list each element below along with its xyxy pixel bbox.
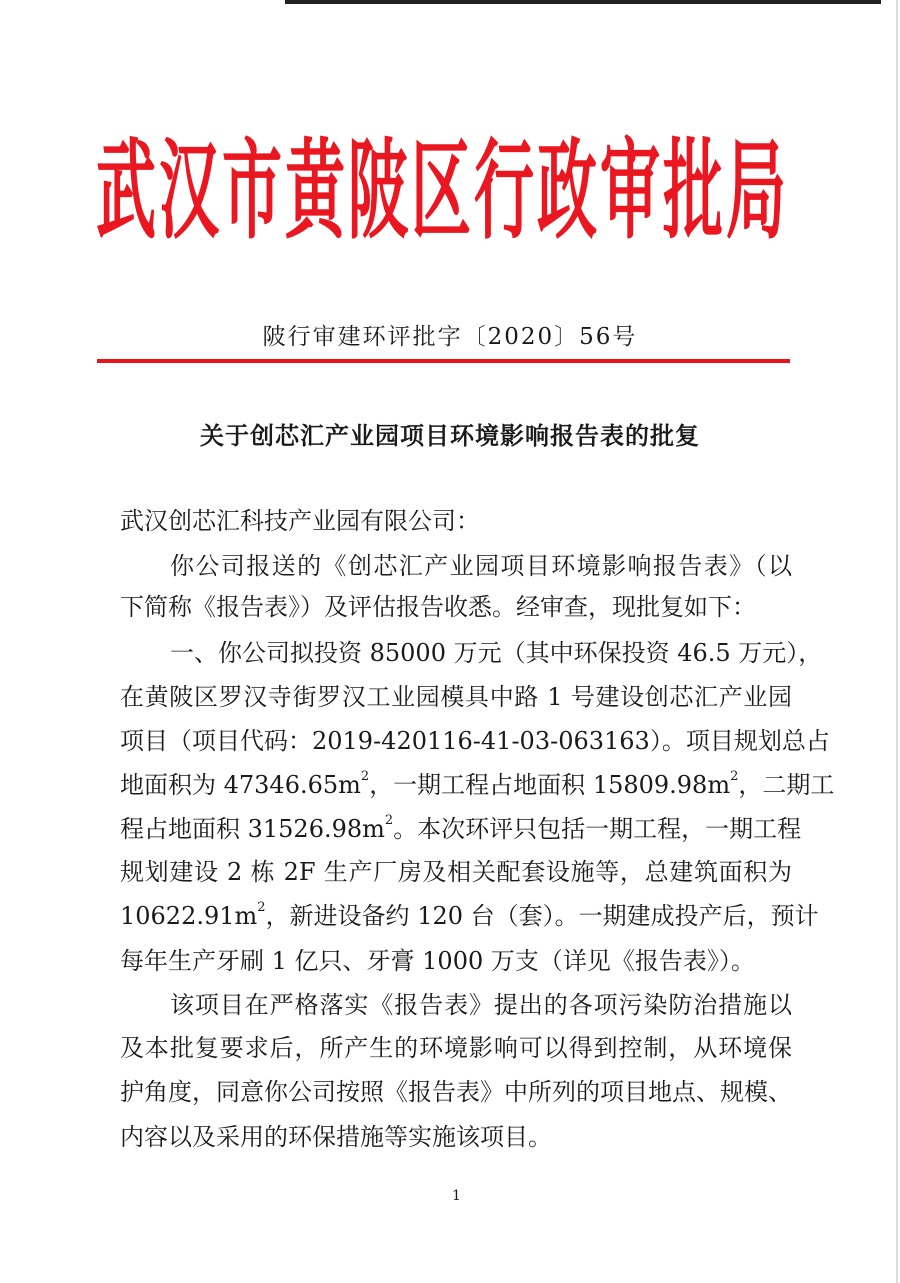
text-segment: 护角度，同意你公司按照《报告表》中所列的项目地点、规模、: [120, 1078, 792, 1106]
letterhead-glyph: 局: [726, 128, 786, 255]
body-line: [120, 506, 792, 536]
text-segment: 及本批复要求后，所产生的环境影响可以得到控制，从环境保: [120, 1034, 792, 1062]
red-divider: [97, 359, 790, 363]
superscript: 2: [384, 813, 394, 828]
text-segment: 下简称《报告表》）及评估报告收悉。经审查，现批复如下：: [120, 593, 756, 621]
document-number: 陂行审建环评批字〔2020〕56号: [262, 324, 638, 350]
superscript: 2: [730, 769, 739, 784]
text-segment: ，一期工程占地面积 15809.98m: [369, 771, 731, 799]
letterhead-glyph: 市: [222, 128, 282, 255]
body-line: [120, 857, 792, 887]
text-segment: 你公司报送的《创芯汇产业园项目环境影响报告表》（以: [170, 552, 792, 580]
text-segment: 。本次环评只包括一期工程，一期工程: [393, 815, 802, 843]
text-segment: 该项目在严格落实《报告表》提出的各项污染防治措施以: [170, 991, 792, 1019]
text-segment: 规划建设 2 栋 2F 生产厂房及相关配套设施等，总建筑面积为: [120, 858, 792, 886]
document-title: 关于创芯汇产业园项目环境影响报告表的批复: [200, 422, 700, 450]
superscript: 2: [257, 900, 266, 915]
body-line: [120, 726, 830, 756]
body-line: [170, 551, 792, 581]
letterhead-glyph: 武: [96, 128, 156, 255]
body-line: [120, 1033, 792, 1063]
body-line: [120, 1122, 792, 1152]
text-segment: 程占地面积 31526.98m: [120, 815, 385, 843]
letterhead-glyph: 批: [663, 128, 723, 255]
text-segment: ，新进设备约 120 台（套）。一期建成投产后，预计: [265, 902, 819, 930]
scan-edge: [896, 0, 898, 1283]
page-number: 1: [452, 1188, 461, 1204]
letterhead-glyph: 区: [411, 128, 471, 255]
text-segment: 在黄陂区罗汉寺街罗汉工业园模具中路 1 号建设创芯汇产业园: [120, 683, 792, 711]
letterhead-glyph: 黄: [285, 128, 345, 255]
letterhead-glyph: 陂: [348, 128, 408, 255]
text-segment: 武汉创芯汇科技产业园有限公司：: [120, 507, 480, 535]
text-segment: 一、你公司拟投资 85000 万元（其中环保投资 46.5 万元），: [170, 639, 823, 667]
letterhead-glyph: 审: [600, 128, 660, 255]
text-segment: 内容以及采用的环保措施等实施该项目。: [120, 1123, 552, 1151]
body-line: [120, 900, 819, 931]
text-segment: ，二期工: [738, 771, 835, 799]
letterhead-glyph: 政: [537, 128, 597, 255]
body-line: [120, 946, 792, 976]
text-segment: 每年生产牙刷 1 亿只、牙膏 1000 万支（详见《报告表》）。: [120, 947, 755, 975]
body-line: [120, 1077, 792, 1107]
text-segment: 项目（项目代码：2019-420116-41-03-063163）。项目规划总占: [120, 727, 830, 755]
body-line: [120, 592, 792, 622]
letterhead-glyph: 汉: [159, 128, 219, 255]
body-line: [120, 682, 792, 712]
scan-edge: [285, 0, 881, 4]
body-line: [120, 769, 835, 800]
body-line: [170, 990, 792, 1020]
body-line: [120, 813, 802, 844]
text-segment: 地面积为 47346.65m: [120, 771, 361, 799]
text-segment: 10622.91m: [120, 902, 258, 930]
letterhead-glyph: 行: [474, 128, 534, 255]
issuing-authority-header: [96, 120, 786, 255]
superscript: 2: [360, 769, 370, 784]
body-line: [170, 638, 823, 668]
